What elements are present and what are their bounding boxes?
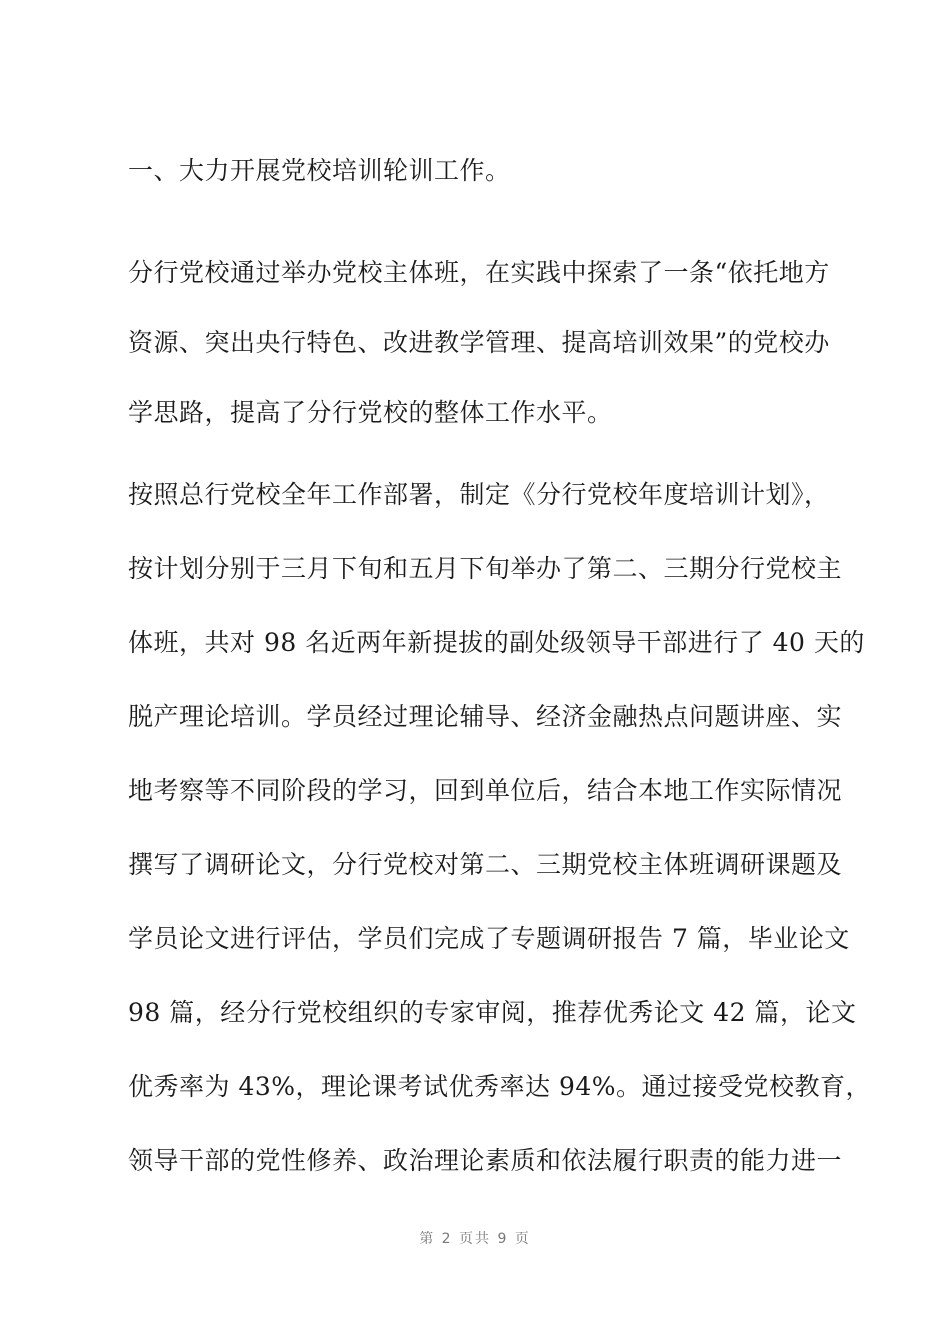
paragraph-line: 撰写了调研论文，分行党校对第二、三期党校主体班调研课题及 — [128, 850, 843, 879]
paragraph-line: 领导干部的党性修养、政治理论素质和依法履行职责的能力进一 — [128, 1146, 843, 1175]
paragraph-line: 体班，共对 98 名近两年新提拔的副处级领导干部进行了 40 天的 — [128, 628, 865, 657]
section-heading: 一、大力开展党校培训轮训工作。 — [128, 156, 511, 185]
paragraph-line: 地考察等不同阶段的学习，回到单位后，结合本地工作实际情况 — [128, 776, 843, 805]
paragraph-line: 按照总行党校全年工作部署，制定《分行党校年度培训计划》， — [128, 480, 830, 509]
paragraph-line: 学员论文进行评估，学员们完成了专题调研报告 7 篇，毕业论文 — [128, 924, 850, 953]
paragraph-line: 资源、突出央行特色、改进教学管理、提高培训效果”的党校办 — [128, 328, 830, 357]
paragraph-line: 脱产理论培训。学员经过理论辅导、经济金融热点问题讲座、实 — [128, 702, 843, 731]
paragraph-line: 分行党校通过举办党校主体班，在实践中探索了一条“依托地方 — [128, 258, 830, 287]
paragraph-line: 优秀率为 43%，理论课考试优秀率达 94%。通过接受党校教育， — [128, 1072, 872, 1101]
paragraph-line: 按计划分别于三月下旬和五月下旬举办了第二、三期分行党校主 — [128, 554, 843, 583]
paragraph-line: 学思路，提高了分行党校的整体工作水平。 — [128, 398, 613, 427]
page-number-footer: 第 2 页共 9 页 — [419, 1231, 531, 1247]
paragraph-line: 98 篇，经分行党校组织的专家审阅，推荐优秀论文 42 篇，论文 — [128, 998, 857, 1027]
